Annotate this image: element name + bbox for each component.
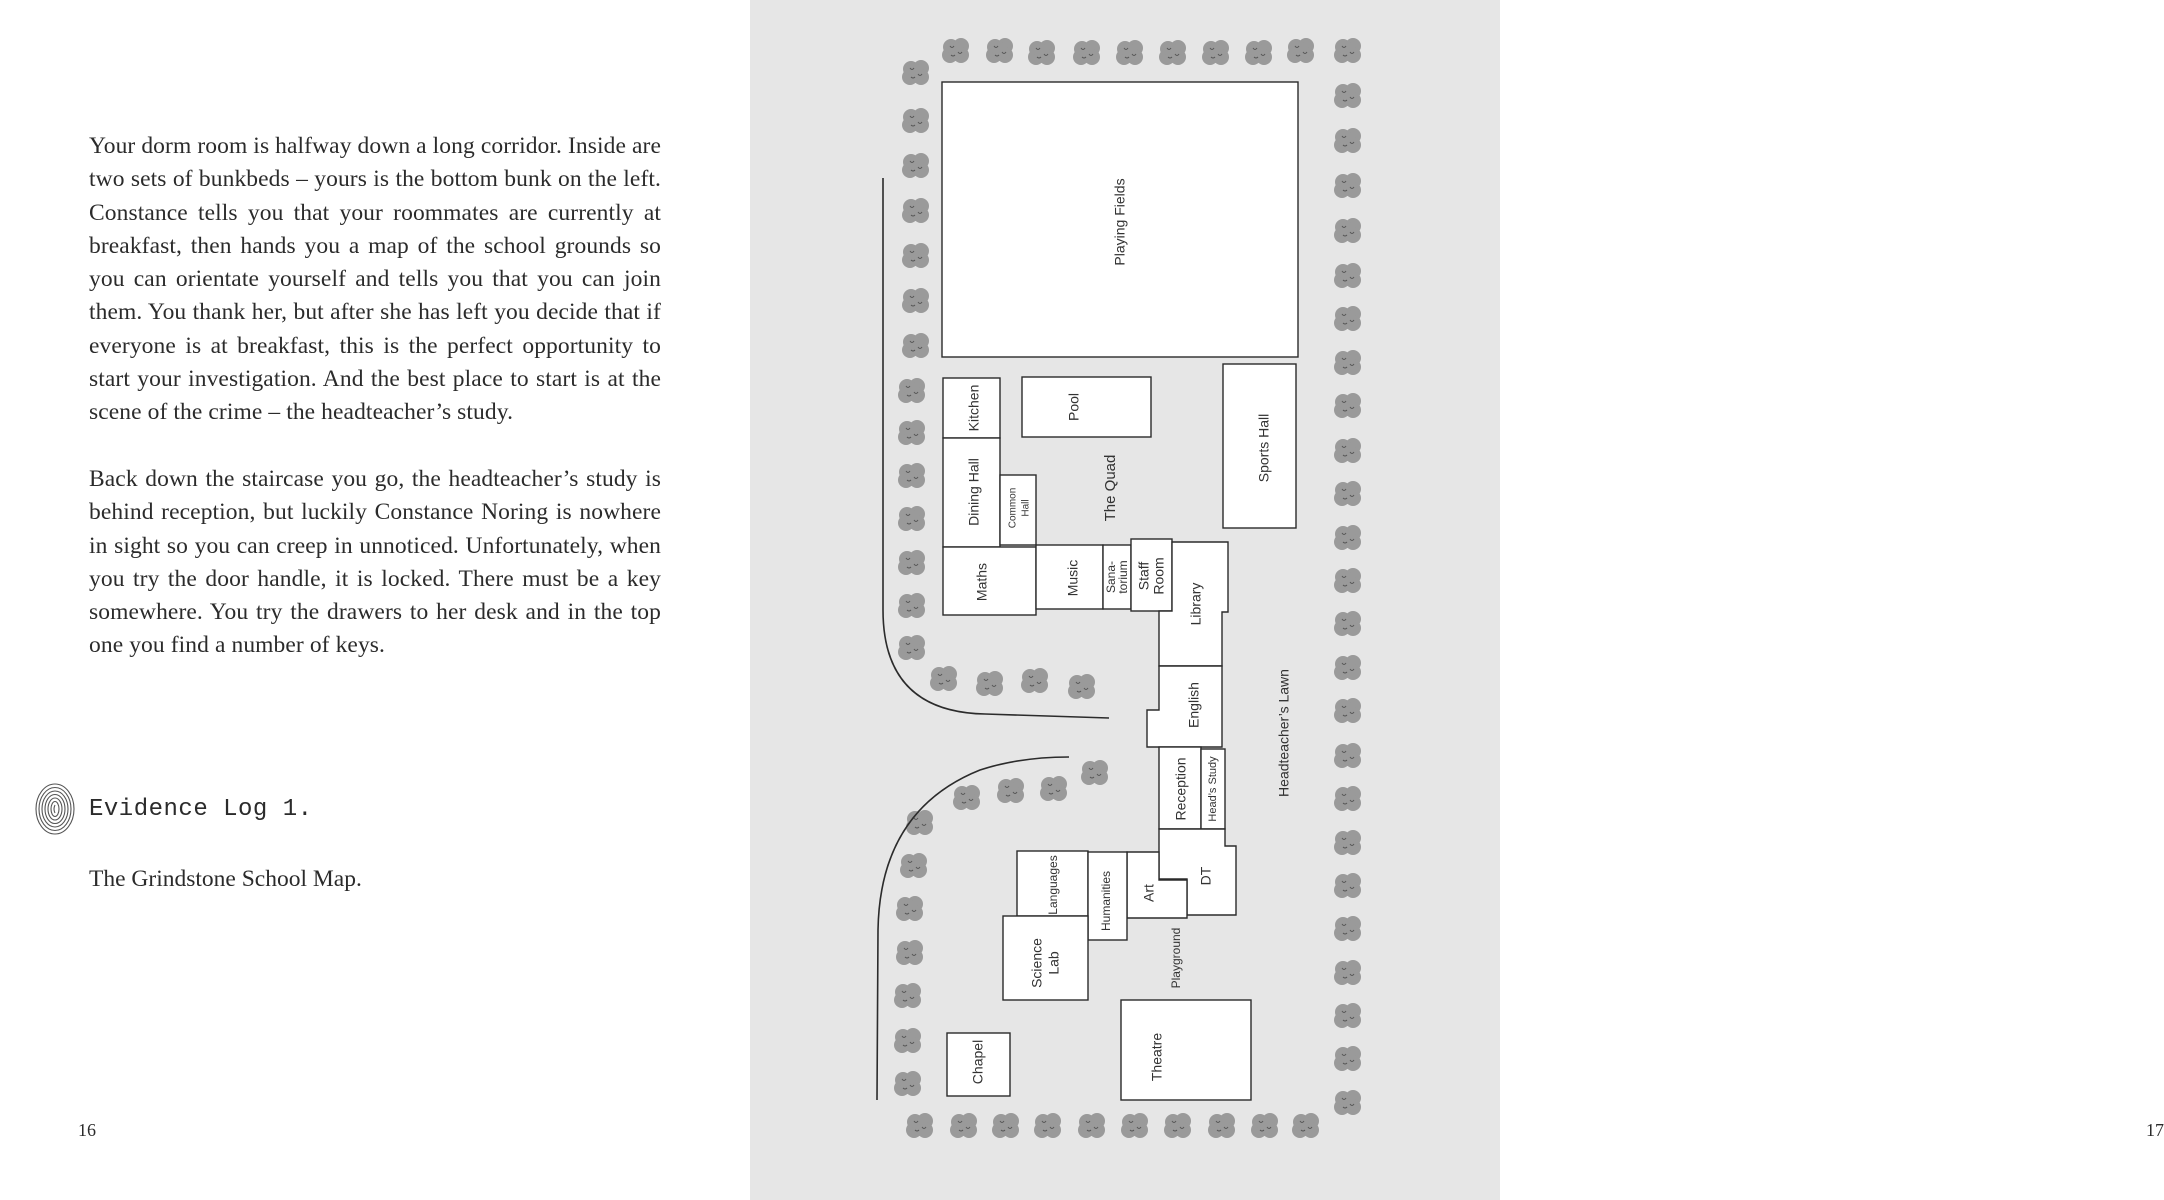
building-english <box>1147 666 1222 747</box>
playing-fields <box>942 82 1298 357</box>
label-english: English <box>1185 682 1202 728</box>
label-reception: Reception <box>1172 757 1189 821</box>
label-science-lab-2: Lab <box>1045 951 1062 975</box>
label-art: Art <box>1140 884 1157 902</box>
label-headteachers-lawn: Headteacher’s Lawn <box>1275 669 1292 797</box>
label-dt: DT <box>1197 866 1214 886</box>
label-chapel: Chapel <box>969 1039 986 1085</box>
tree-row-inner-top <box>930 666 1095 699</box>
label-sports-hall: Sports Hall <box>1255 413 1272 483</box>
tree-row-left <box>894 60 933 1096</box>
label-common-hall-2: Hall <box>1020 499 1032 517</box>
label-library: Library <box>1187 582 1204 626</box>
building-theatre <box>1121 1000 1251 1100</box>
label-dining-hall: Dining Hall <box>965 458 982 526</box>
tree-row-top <box>942 38 1314 65</box>
label-pool: Pool <box>1065 392 1082 422</box>
label-staff-room-2: Room <box>1150 557 1167 595</box>
paragraph-1: Your dorm room is halfway down a long corridor. Inside are two sets of bunkbeds – yours is the bottom bunk on the left. Constance tells you that your roommates are currently at breakfast, then hands you a map of the school grounds so you can orientate yourself and tells you that you can join them. You thank her, but after she has left you decide that if everyone is at breakfast, this is the perfect opportunity to start your investigation. And the best place to start is at the scene of the crime – the headteacher’s study. <box>89 133 661 426</box>
building-dining-hall <box>943 438 1000 547</box>
label-science-lab-1: Science <box>1028 938 1045 988</box>
label-the-quad: The Quad <box>1101 454 1119 522</box>
label-languages: Languages <box>1046 855 1061 915</box>
label-music: Music <box>1064 559 1081 597</box>
page-number-left: 16 <box>78 1120 96 1140</box>
label-humanities: Humanities <box>1099 870 1114 932</box>
tree-row-right <box>1334 38 1361 1115</box>
building-reception <box>1159 747 1201 829</box>
label-maths: Maths <box>973 562 990 602</box>
building-maths <box>943 547 1036 615</box>
building-heads-study <box>1201 749 1225 829</box>
label-theatre: Theatre <box>1148 1032 1165 1082</box>
building-pool <box>1022 377 1151 437</box>
building-languages <box>1017 851 1088 916</box>
building-kitchen <box>943 378 1000 438</box>
evidence-item: The Grindstone School Map. <box>89 866 362 892</box>
building-sports-hall <box>1223 364 1296 528</box>
label-sanatorium-2: torium <box>1116 560 1131 594</box>
building-humanities <box>1088 852 1127 940</box>
evidence-log-title: Evidence Log 1. <box>89 796 313 823</box>
label-playground: Playground <box>1169 927 1184 989</box>
label-common-hall-1: Common <box>1007 487 1019 529</box>
paragraph-2: Back down the staircase you go, the headteacher’s study is behind reception, but luckily Constance Noring is nowhere in sight so you can creep in unnoticed. Unfortunately, when you try the door handle, it is locked. There must be a key somewhere. You try the drawers to her desk and in the top one you find a number of keys. <box>89 465 661 659</box>
label-sanatorium-1: Sana- <box>1104 560 1119 594</box>
building-science-lab <box>1003 916 1088 1000</box>
label-playing-fields: Playing Fields <box>1111 178 1128 266</box>
building-chapel <box>947 1033 1010 1096</box>
label-kitchen: Kitchen <box>965 384 982 432</box>
label-heads-study: Head’s Study <box>1206 756 1219 822</box>
building-music <box>1036 545 1103 609</box>
page-number-right: 17 <box>2146 1120 2164 1140</box>
building-common-hall <box>1000 475 1036 545</box>
label-staff-room-1: Staff <box>1135 561 1152 591</box>
tree-row-bottom <box>906 1113 1319 1138</box>
tree-row-inner-bottom <box>953 760 1108 810</box>
building-staff-room <box>1131 539 1172 611</box>
building-sanatorium <box>1103 545 1131 609</box>
